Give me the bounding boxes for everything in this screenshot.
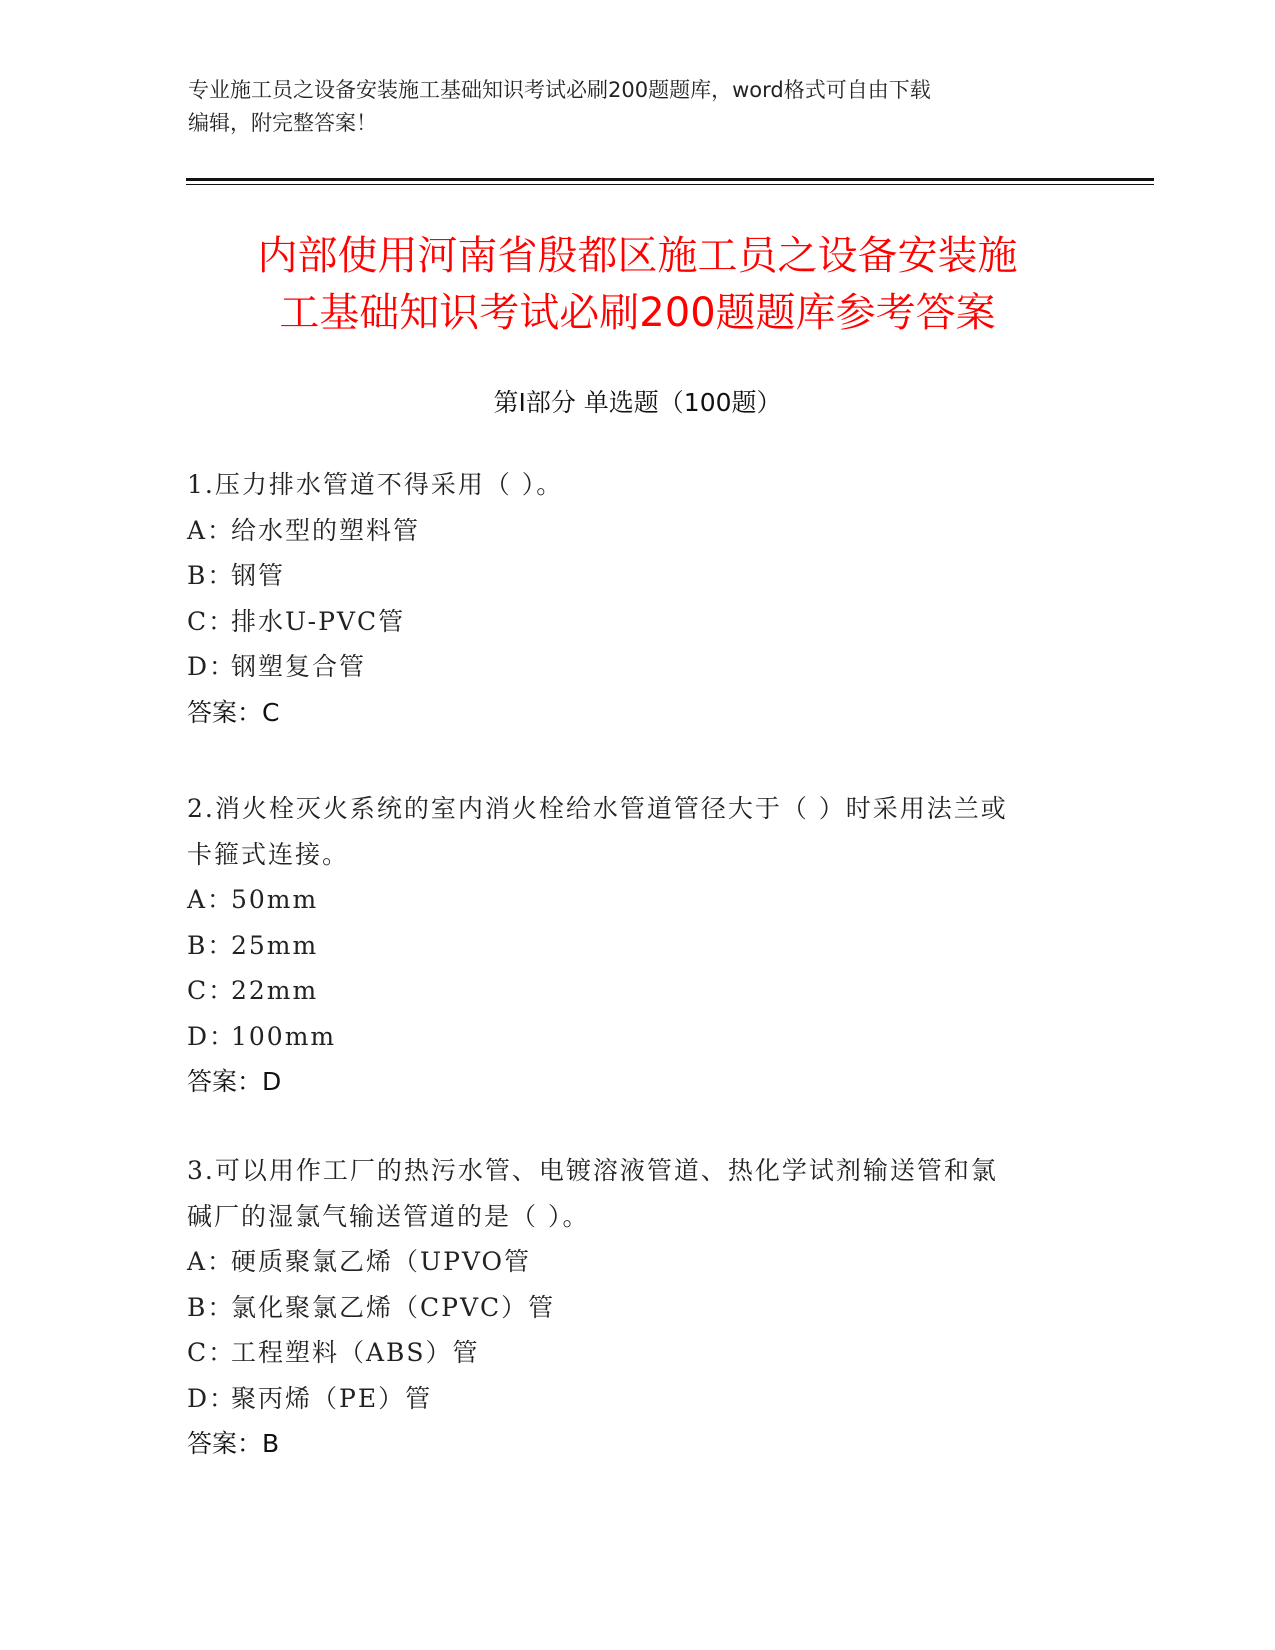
- answer: 答案：B: [187, 1429, 280, 1458]
- option-letter: D：: [187, 652, 237, 681]
- header-divider-thick: [186, 178, 1154, 181]
- section-title: 第Ⅰ部分 单选题（100题）: [493, 388, 782, 417]
- answer: 答案：C: [187, 697, 280, 727]
- option-text: 氯化聚氯乙烯（CPVC）管: [231, 1292, 556, 1322]
- option-d: [187, 644, 1087, 690]
- option-a: [187, 508, 1087, 554]
- option-c: [187, 968, 1087, 1014]
- question-text-line-2: 碱厂的湿氯气输送管道的是（ ）。: [187, 1201, 590, 1231]
- option-text: 25mm: [231, 930, 319, 960]
- header-note-line-2: 编辑，附完整答案！: [188, 111, 377, 135]
- option-d: [187, 1014, 1087, 1060]
- option-b: [187, 553, 1087, 599]
- option-text: 给水型的塑料管: [231, 515, 421, 545]
- document-title-line-1: 内部使用河南省殷都区施工员之设备安装施: [257, 233, 1018, 279]
- option-text: 工程塑料（ABS）管: [231, 1338, 480, 1367]
- option-b: [187, 923, 1087, 969]
- option-letter: B：: [187, 561, 235, 590]
- option-letter: A：: [187, 515, 235, 545]
- question-3: [187, 1148, 1087, 1467]
- option-text: 排水U-PVC管: [231, 606, 406, 636]
- option-letter: C：: [187, 976, 236, 1005]
- question-text-line-1: 3.可以用作工厂的热污水管、电镀溶液管道、热化学试剂输送管和氯: [187, 1156, 998, 1185]
- option-a: [187, 1239, 1087, 1285]
- document-title-line-2: 工基础知识考试必刷200题题库参考答案: [279, 290, 996, 336]
- option-letter: C：: [187, 606, 236, 636]
- option-letter: A：: [187, 885, 235, 914]
- option-letter: B：: [187, 930, 235, 960]
- question-1: [187, 462, 1087, 735]
- option-text: 聚丙烯（PE）管: [231, 1383, 433, 1413]
- question-text-line-1: 2.消火栓灭火系统的室内消火栓给水管道管径大于（ ）时采用法兰或: [187, 794, 1008, 823]
- document-title: [150, 228, 1125, 342]
- option-d: [187, 1376, 1087, 1422]
- option-text: 100mm: [231, 1021, 337, 1051]
- option-a: [187, 877, 1087, 923]
- header-note: [188, 74, 1088, 140]
- question-text-line-2: 卡箍式连接。: [187, 839, 350, 869]
- header-divider-thin: [186, 184, 1154, 185]
- answer: 答案：D: [187, 1067, 282, 1096]
- option-c: [187, 599, 1087, 645]
- option-letter: D：: [187, 1383, 237, 1413]
- option-letter: C：: [187, 1338, 236, 1367]
- option-text: 50mm: [231, 885, 319, 914]
- option-text: 钢管: [231, 561, 286, 590]
- option-letter: B：: [187, 1292, 235, 1322]
- option-text: 22mm: [231, 976, 319, 1005]
- option-text: 硬质聚氯乙烯（UPVO管: [231, 1247, 532, 1276]
- option-letter: D：: [187, 1021, 237, 1051]
- question-text: 1.压力排水管道不得采用（ ）。: [187, 470, 564, 499]
- header-note-line-1: 专业施工员之设备安装施工基础知识考试必刷200题题库，word格式可自由下载: [188, 78, 931, 102]
- question-2: [187, 786, 1087, 1105]
- option-text: 钢塑复合管: [231, 652, 367, 681]
- option-letter: A：: [187, 1247, 235, 1276]
- option-c: [187, 1330, 1087, 1376]
- option-b: [187, 1285, 1087, 1331]
